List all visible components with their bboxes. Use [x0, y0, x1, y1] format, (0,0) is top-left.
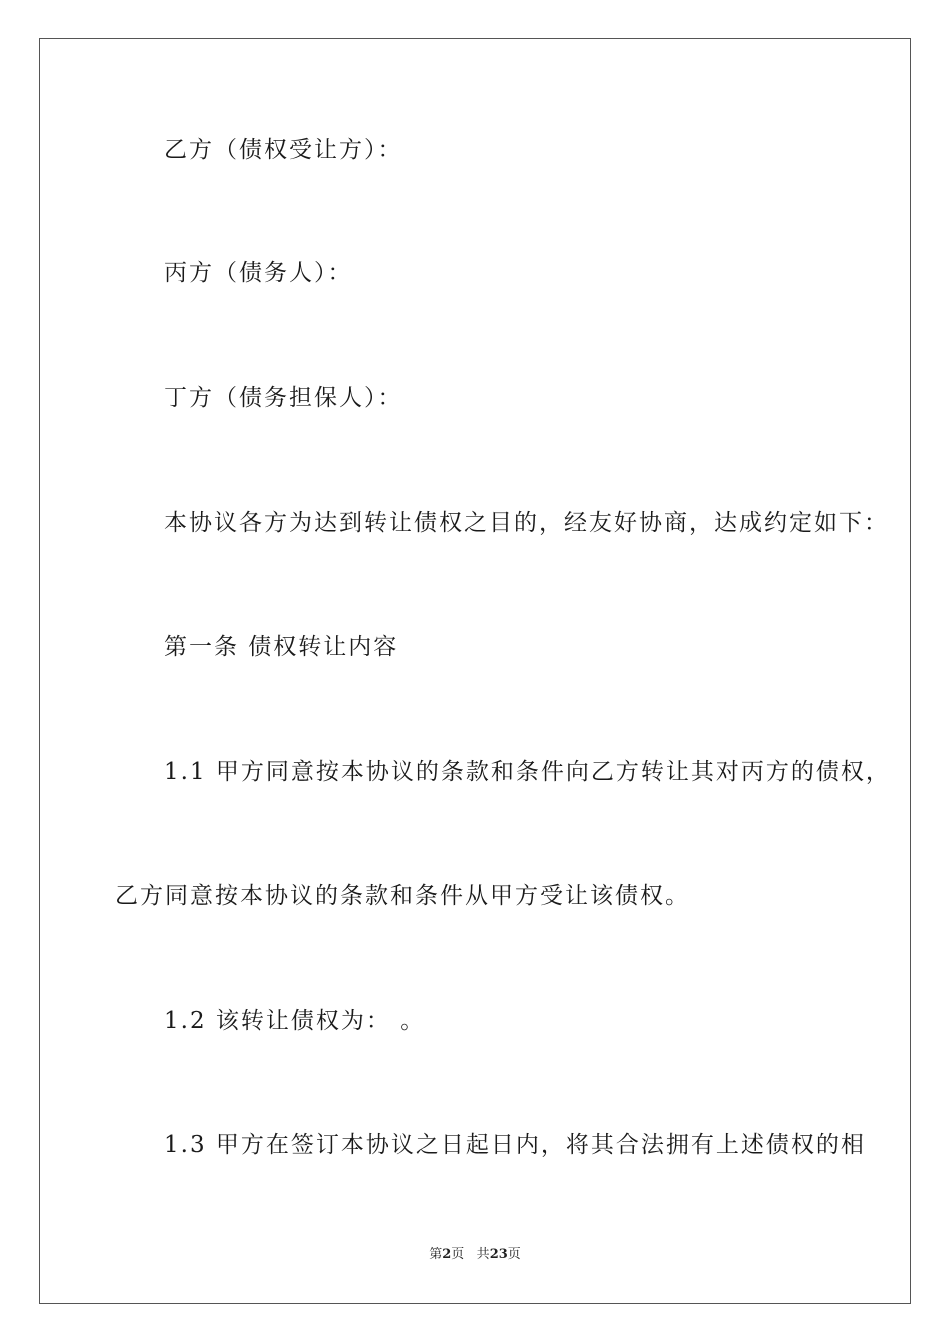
party-c-line: 丙方（债务人）： [164, 260, 353, 286]
footer-page-prefix: 第 [429, 1247, 443, 1262]
footer-page-number: 2 [442, 1247, 452, 1262]
clause-1-2-line: 1.2 该转让债权为： 。 [164, 1008, 426, 1034]
footer-page-suffix: 页 [451, 1247, 465, 1262]
footer-total-suffix: 页 [507, 1247, 521, 1262]
footer-total-pages: 23 [489, 1247, 508, 1262]
preamble-line: 本协议各方为达到转让债权之目的，经友好协商，达成约定如下： [164, 510, 889, 536]
party-d-line: 丁方（债务担保人）： [164, 385, 403, 411]
clause-1-1-continuation: 乙方同意按本协议的条款和条件从甲方受让该债权。 [115, 883, 690, 909]
article-one-heading: 第一条 债权转让内容 [164, 634, 399, 660]
clause-1-1-line: 1.1 甲方同意按本协议的条款和条件向乙方转让其对丙方的债权， [164, 759, 891, 785]
party-b-line: 乙方（债权受让方）： [164, 137, 403, 163]
page-border [39, 38, 911, 1304]
page-footer [0, 1246, 950, 1264]
clause-1-3-line: 1.3 甲方在签订本协议之日起日内，将其合法拥有上述债权的相 [164, 1132, 866, 1158]
footer-total-prefix: 共 [476, 1247, 490, 1262]
